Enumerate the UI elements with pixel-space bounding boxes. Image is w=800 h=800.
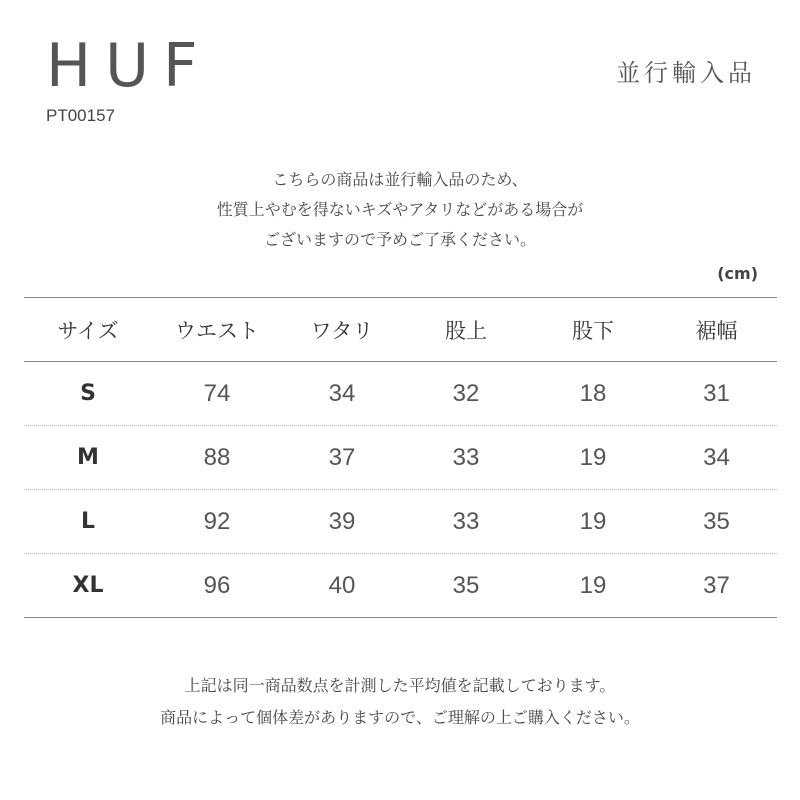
import-badge: 並行輸入品 (616, 59, 756, 87)
waist-cell: 74 (203, 379, 231, 407)
size-cell: L (80, 509, 96, 534)
inseam-cell: 19 (579, 443, 607, 471)
footer-note (0, 670, 800, 734)
header-hem: 裾幅 (695, 318, 738, 343)
header-size: サイズ (57, 318, 119, 343)
rise-cell: 33 (452, 443, 480, 471)
size-table (24, 297, 777, 618)
product-code: PT00157 (46, 106, 115, 125)
header-rise: 股上 (445, 318, 487, 343)
notice-text (0, 165, 800, 255)
notice-line: 性質上やむを得ないキズやアタリなどがある場合が (216, 200, 584, 219)
inseam-cell: 19 (579, 571, 607, 599)
thigh-cell: 37 (328, 443, 356, 471)
notice-line: こちらの商品は並行輸入品のため、 (272, 170, 528, 189)
rise-cell: 32 (452, 379, 480, 407)
footer-line: 上記は同一商品数点を計測した平均値を記載しております。 (184, 676, 616, 695)
hem-cell: 37 (703, 571, 730, 599)
header-waist: ウエスト (175, 318, 259, 343)
thigh-cell: 40 (328, 571, 356, 599)
unit-label: (cm) (717, 264, 758, 283)
header-inseam: 股下 (572, 318, 614, 343)
rise-cell: 35 (452, 571, 480, 599)
waist-cell: 88 (203, 443, 231, 471)
notice-line: ございますので予めご了承ください。 (263, 230, 536, 249)
thigh-cell: 34 (328, 379, 356, 407)
size-cell: S (80, 381, 96, 406)
waist-cell: 92 (203, 507, 231, 535)
hem-cell: 35 (703, 507, 730, 535)
waist-cell: 96 (203, 571, 231, 599)
table-header-row (24, 298, 777, 362)
size-cell: XL (72, 573, 104, 598)
thigh-cell: 39 (328, 507, 356, 535)
table-row (24, 490, 777, 554)
table-row (24, 554, 777, 617)
rise-cell: 33 (452, 507, 480, 535)
hem-cell: 34 (703, 443, 730, 471)
table-row (24, 426, 777, 490)
inseam-cell: 18 (579, 379, 607, 407)
size-cell: M (77, 445, 99, 470)
hem-cell: 31 (703, 379, 730, 407)
footer-line: 商品によって個体差がありますので、ご理解の上ご購入ください。 (160, 708, 640, 727)
brand-logo: HUF (46, 31, 212, 101)
header-thigh: ワタリ (310, 318, 374, 343)
inseam-cell: 19 (579, 507, 607, 535)
table-row (24, 362, 777, 426)
